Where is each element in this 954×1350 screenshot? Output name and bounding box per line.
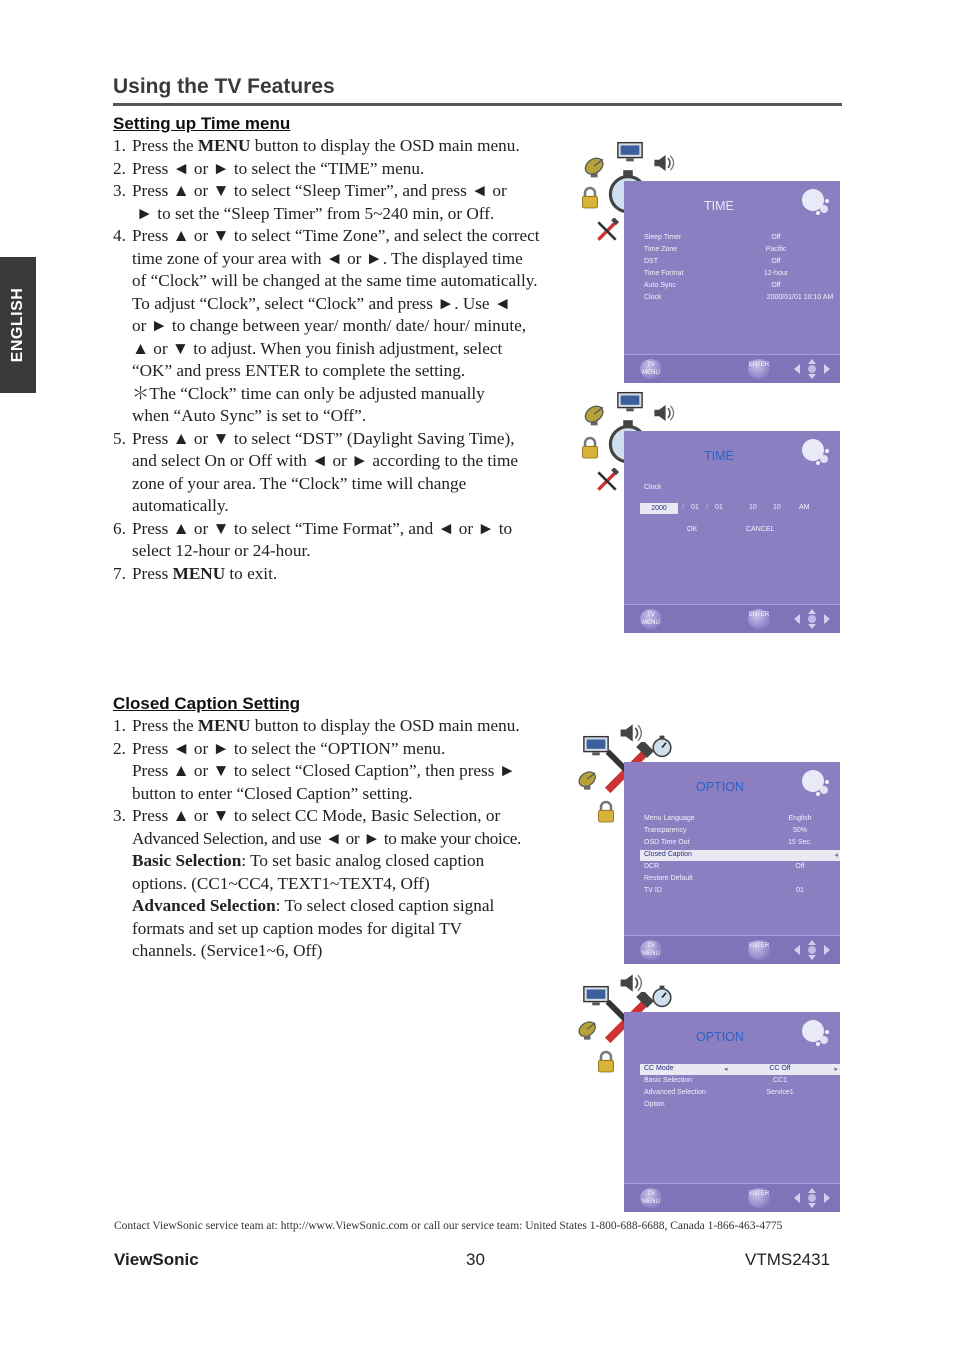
clock-editor xyxy=(640,503,830,515)
step-6-cont: select 12-hour or 24-hour. xyxy=(132,541,311,560)
step-4-cont-4: or ► to change between year/ month/ date/ hour/ minute, xyxy=(132,316,527,335)
tv-icon xyxy=(616,390,644,414)
clock-month-field[interactable]: 01 xyxy=(691,504,699,511)
osd-row-tv-id[interactable]: TV ID 01 xyxy=(644,887,804,894)
osd-row-clock[interactable]: Clock 2000/01/01 10:10 AM xyxy=(644,294,834,301)
advanced-selection-desc-cont-2: channels. (Service1~6, Off) xyxy=(132,941,323,960)
osd-title: OPTION xyxy=(696,780,744,794)
bubbles-icon xyxy=(800,187,830,217)
osd-option-menu xyxy=(624,762,840,964)
step-4-cont-6: “OK” and press ENTER to complete the setting. xyxy=(132,361,466,380)
navigation-arrows-icon[interactable] xyxy=(792,939,832,961)
step-4-cont-3: To adjust “Clock”, select “Clock” and press ►. Use ◄ xyxy=(132,293,511,313)
step-5: 5. Press ▲ or ▼ to select “DST” (Daylight Saving Time), xyxy=(113,428,515,448)
time-instructions xyxy=(113,135,573,585)
tools-icon xyxy=(594,468,620,494)
osd-clock-setting xyxy=(624,431,840,633)
osd-row-time-zone[interactable]: Time Zone Pacific xyxy=(644,246,787,253)
osd-row-cc-mode[interactable]: CC Mode ◂ CC Off ▸ xyxy=(640,1064,840,1075)
osd-row-transparency[interactable]: Transparency 50% xyxy=(644,827,808,834)
clock-note-cont: when “Auto Sync” is set to “Off”. xyxy=(132,406,367,425)
osd-row-sleep-timer[interactable]: Sleep Timer Off xyxy=(644,234,781,241)
bubbles-icon xyxy=(800,768,830,798)
cc-step-3: 3. Press ▲ or ▼ to select CC Mode, Basic Selection, or xyxy=(113,806,501,825)
osd-row-time-format[interactable]: Time Format 12-hour xyxy=(644,270,789,277)
cc-step-2: 2. Press ◄ or ► to select the “OPTION” menu. xyxy=(113,738,446,758)
bubbles-icon xyxy=(800,437,830,467)
osd-time-menu xyxy=(624,181,840,383)
clock-separator: / xyxy=(682,504,684,511)
cc-step-2-cont-1: Press ▲ or ▼ to select “Closed Caption”, then press ► xyxy=(132,761,516,780)
speaker-icon xyxy=(652,402,676,424)
clock-day-field[interactable]: 01 xyxy=(715,504,723,511)
chevron-right-icon: ▸ xyxy=(834,1066,838,1073)
step-5-cont-2: zone of your area. The “Clock” time will change xyxy=(132,473,467,493)
step-1: 1. Press the MENU button to display the OSD main menu. xyxy=(113,136,520,155)
ok-button[interactable]: OK xyxy=(687,526,698,533)
footer-brand: ViewSonic xyxy=(114,1250,199,1269)
cc-instructions xyxy=(113,715,573,963)
navigation-arrows-icon[interactable] xyxy=(792,358,832,380)
osd-row-dcr[interactable]: DCR Off xyxy=(644,863,805,870)
tv-menu-button[interactable]: TV MENU xyxy=(640,359,662,379)
lock-icon xyxy=(580,186,600,210)
title-divider xyxy=(113,103,842,106)
enter-button[interactable]: ENTER xyxy=(748,359,770,379)
enter-button[interactable]: ENTER xyxy=(748,940,770,960)
osd-row-advanced-selection[interactable]: Advanced Selection Service1 xyxy=(644,1089,794,1096)
speaker-icon xyxy=(652,152,676,174)
step-5-cont-1: and select On or Off with ◄ or ► according to the time xyxy=(132,451,518,470)
lock-icon xyxy=(596,1050,616,1074)
clock-hour-field[interactable]: 10 xyxy=(749,504,757,511)
clock-note: ＊The “Clock” time can only be adjusted manually xyxy=(132,383,485,403)
footer-contact: Contact ViewSonic service team at: http://www.ViewSonic.com or call our service team: United States 1-800-688-6688, Canada 1-866-463-4775 xyxy=(114,1220,783,1232)
step-4: 4. Press ▲ or ▼ to select “Time Zone”, and select the correct xyxy=(113,226,540,245)
navigation-arrows-icon[interactable] xyxy=(792,608,832,630)
osd-row-option[interactable]: Option xyxy=(644,1101,665,1108)
lock-icon xyxy=(580,436,600,460)
cc-step-3-cont: Advanced Selection, and use ◄ or ► to make your choice. xyxy=(132,828,521,848)
step-3-cont: ► to set the “Sleep Timer” from 5~240 min, or Off. xyxy=(136,203,495,223)
step-4-cont-1: time zone of your area with ◄ or ►. The displayed time xyxy=(132,248,523,268)
step-5-cont-3: automatically. xyxy=(132,496,229,515)
language-tab xyxy=(0,257,36,393)
osd-closed-caption-menu xyxy=(624,1012,840,1212)
osd-row-osd-time-out[interactable]: OSD Time Out 15 Sec. xyxy=(644,839,812,846)
basic-selection-desc: Basic Selection: To set basic analog closed caption xyxy=(132,851,485,870)
step-3: 3. Press ▲ or ▼ to select “Sleep Timer”, and press ◄ or xyxy=(113,181,507,200)
osd-title: OPTION xyxy=(696,1030,744,1044)
tools-icon xyxy=(594,218,620,244)
satellite-dish-icon xyxy=(576,768,600,792)
osd-title: TIME xyxy=(704,449,734,463)
osd-row-auto-sync[interactable]: Auto Sync Off xyxy=(644,282,781,289)
step-4-cont-2: of “Clock” will be changed at the same time automatically. xyxy=(132,271,538,290)
cc-step-2-cont-2: button to enter “Closed Caption” setting. xyxy=(132,783,413,803)
tv-menu-button[interactable]: TV MENU xyxy=(640,609,662,629)
navigation-arrows-icon[interactable] xyxy=(792,1187,832,1209)
section-title-cc: Closed Caption Setting xyxy=(113,694,300,713)
step-4-cont-5: ▲ or ▼ to adjust. When you finish adjustment, select xyxy=(132,338,503,358)
basic-selection-desc-cont: options. (CC1~CC4, TEXT1~TEXT4, Off) xyxy=(132,873,430,893)
tv-menu-button[interactable]: TV MENU xyxy=(640,1188,662,1208)
clock-ampm-field[interactable]: AM xyxy=(799,504,810,511)
osd-row-closed-caption[interactable]: Closed Caption ◂ xyxy=(640,850,840,861)
satellite-dish-icon xyxy=(576,1018,600,1042)
page-number: 30 xyxy=(466,1250,485,1269)
clock-separator: / xyxy=(706,504,708,511)
clock-year-field[interactable]: 2000 xyxy=(640,503,678,514)
clock-minute-field[interactable]: 10 xyxy=(773,504,781,511)
enter-button[interactable]: ENTER xyxy=(748,1188,770,1208)
cancel-button[interactable]: CANCEL xyxy=(746,526,775,533)
step-7: 7. Press MENU to exit. xyxy=(113,563,278,583)
osd-row-menu-language[interactable]: Menu Language English xyxy=(644,815,812,822)
page-title: Using the TV Features xyxy=(113,75,335,98)
advanced-selection-desc: Advanced Selection: To select closed caption signal xyxy=(132,896,495,915)
cc-step-1: 1. Press the MENU button to display the OSD main menu. xyxy=(113,716,520,735)
tv-menu-button[interactable]: TV MENU xyxy=(640,940,662,960)
tv-icon xyxy=(616,140,644,164)
chevron-left-icon: ◂ xyxy=(834,852,838,859)
advanced-selection-desc-cont-1: formats and set up caption modes for digital TV xyxy=(132,918,462,938)
osd-row-dst[interactable]: DST Off xyxy=(644,258,781,265)
chevron-left-icon: ◂ xyxy=(724,1066,728,1073)
osd-row-restore-default[interactable]: Restore Default xyxy=(644,875,693,882)
language-tab-label: ENGLISH xyxy=(9,287,26,363)
enter-button[interactable]: ENTER xyxy=(748,609,770,629)
osd-row-basic-selection[interactable]: Basic Selection CC1 xyxy=(644,1077,788,1084)
section-title-time: Setting up Time menu xyxy=(113,114,291,133)
bubbles-icon xyxy=(800,1018,830,1048)
step-2: 2. Press ◄ or ► to select the “TIME” menu. xyxy=(113,158,425,178)
lock-icon xyxy=(596,800,616,824)
footer-model: VTMS2431 xyxy=(745,1250,831,1269)
clock-label: Clock xyxy=(644,484,662,491)
step-6: 6. Press ▲ or ▼ to select “Time Format”, and ◄ or ► to xyxy=(113,518,513,538)
osd-title: TIME xyxy=(704,199,734,213)
